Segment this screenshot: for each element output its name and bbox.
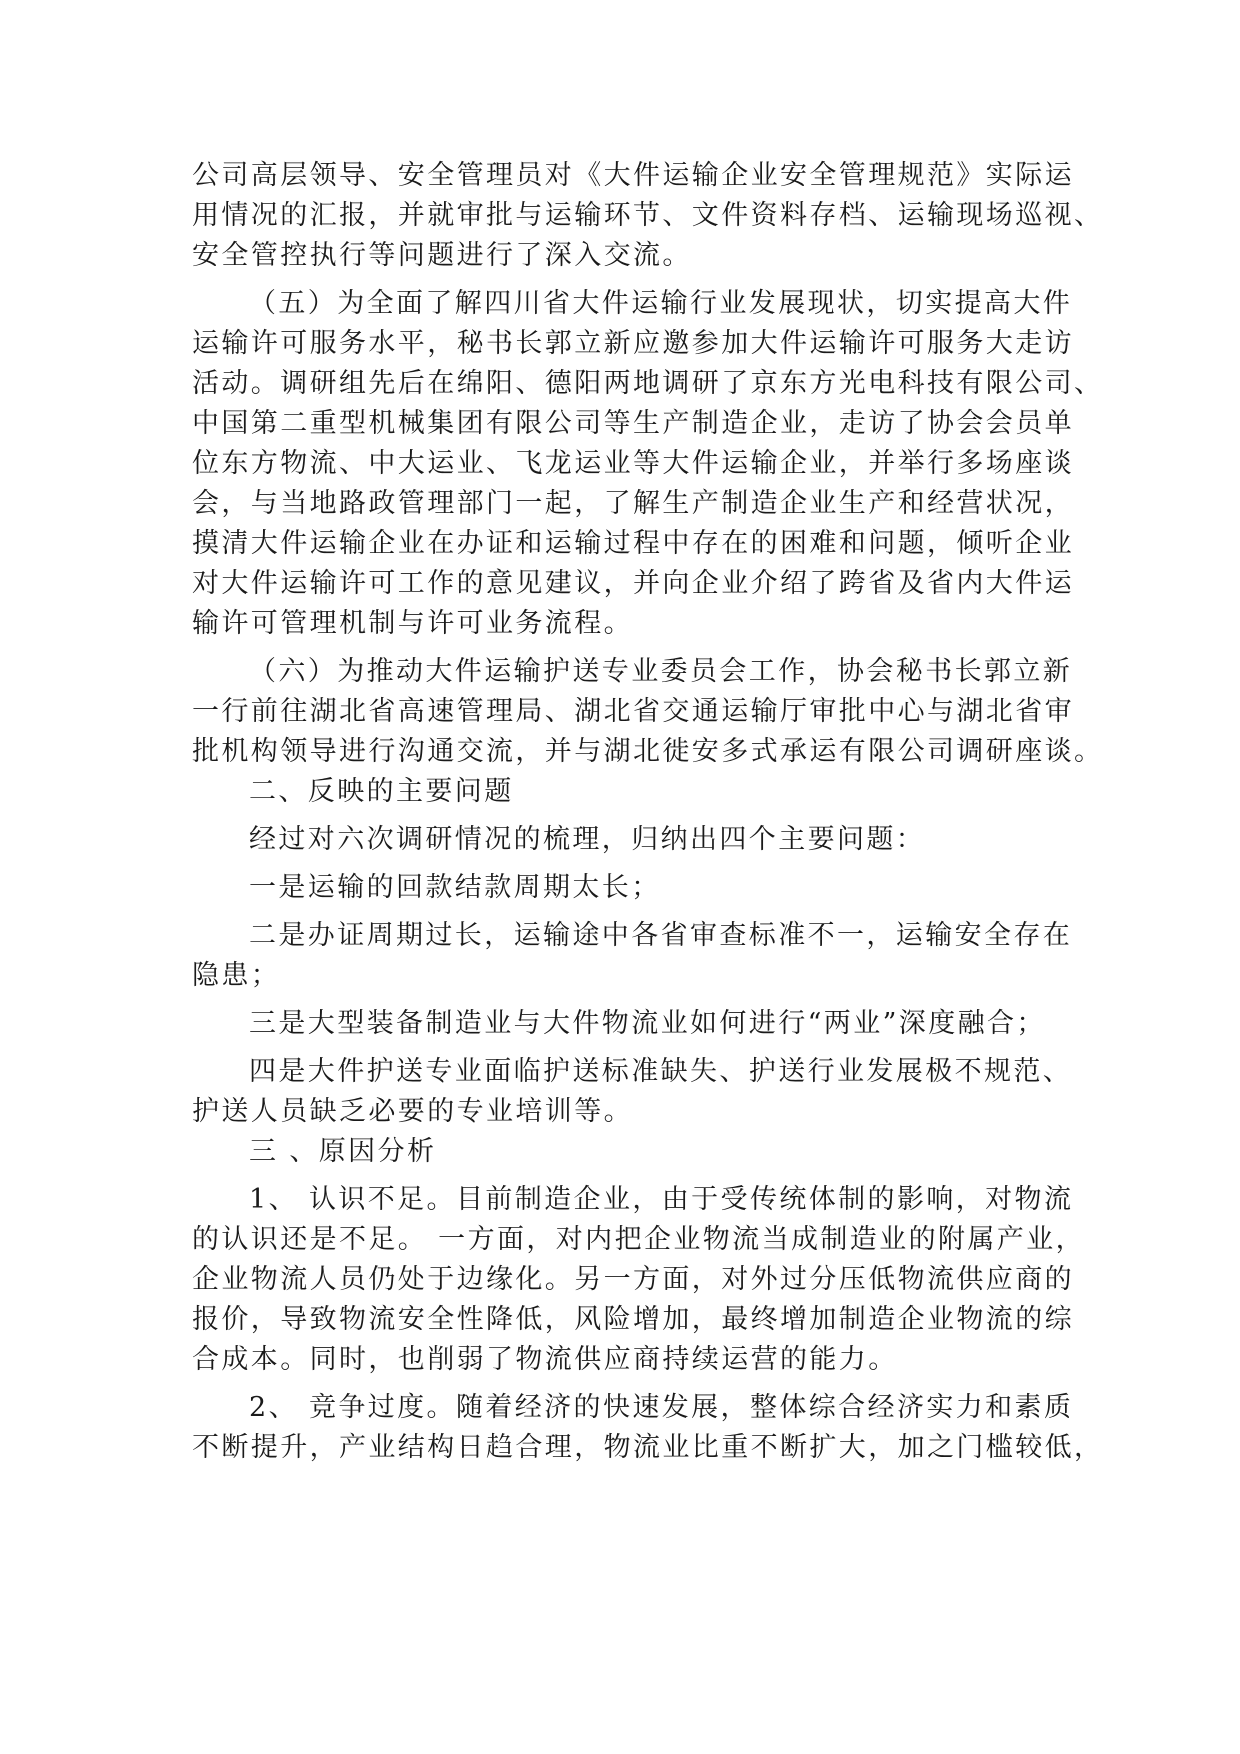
text-line: 经过对六次调研情况的梳理，归纳出四个主要问题： [249,824,926,855]
text-line: 会，与当地路政管理部门一起，了解生产制造企业生产和经营状况， [192,488,1074,519]
cause-item-2 [192,1388,1104,1468]
document-body [192,156,1104,1468]
problem-item-4 [192,1052,1073,1132]
problem-item-3 [192,1004,1052,1044]
text-line: 安全管控执行等问题进行了深入交流。 [192,240,692,271]
section-heading-main-problems [192,772,1052,812]
problem-item-2 [192,916,1073,996]
cause-item-1 [192,1180,1085,1380]
text-line: 三是大型装备制造业与大件物流业如何进行“两业”深度融合； [249,1008,1046,1039]
text-line: 一行前往湖北省高速管理局、湖北省交通运输厅审批中心与湖北省审 [192,696,1074,727]
text-line: 报价，导致物流安全性降低，风险增加，最终增加制造企业物流的综 [192,1304,1074,1335]
text-line: 运输许可服务水平，秘书长郭立新应邀参加大件运输许可服务大走访 [192,328,1074,359]
text-line: 位东方物流、中大运业、飞龙运业等大件运输企业，并举行多场座谈 [192,448,1074,479]
text-line: 不断提升，产业结构日趋合理，物流业比重不断扩大，加之门槛较低， [192,1432,1104,1463]
text-line: 中国第二重型机械集团有限公司等生产制造企业，走访了协会会员单 [192,408,1074,439]
text-line: 隐患； [192,960,281,991]
text-line: 四是大件护送专业面临护送标准缺失、护送行业发展极不规范、 [249,1056,1073,1087]
section-heading: 三 、原因分析 [249,1136,437,1167]
text-line: 输许可管理机制与许可业务流程。 [192,608,633,639]
text-line: 对大件运输许可工作的意见建议，并向企业介绍了跨省及省内大件运 [192,568,1074,599]
text-line: 用情况的汇报，并就审批与运输环节、文件资料存档、运输现场巡视、 [192,200,1104,231]
text-line: 二是办证周期过长，运输途中各省审查标准不一，运输安全存在 [249,920,1073,951]
section-heading: 二、反映的主要问题 [249,776,514,807]
text-line: 2、 竞争过度。随着经济的快速发展，整体综合经济实力和素质 [249,1392,1074,1423]
text-line: 摸清大件运输企业在办证和运输过程中存在的困难和问题，倾听企业 [192,528,1074,559]
problem-item-1 [192,868,1052,908]
paragraph-item-6 [192,652,1104,772]
text-line: 公司高层领导、安全管理员对《大件运输企业安全管理规范》实际运 [192,160,1074,191]
paragraph-continued-report [192,156,1104,276]
text-line: 批机构领导进行沟通交流，并与湖北徙安多式承运有限公司调研座谈。 [192,736,1104,767]
paragraph-item-5 [192,284,1104,644]
text-line: 一是运输的回款结款周期太长； [249,872,661,903]
text-line: 1、 认识不足。目前制造企业，由于受传统体制的影响，对物流 [249,1184,1074,1215]
text-line: 的认识还是不足。 一方面，对内把企业物流当成制造业的附属产业， [192,1224,1085,1255]
section-heading-cause-analysis [192,1132,1052,1172]
text-line: 合成本。同时，也削弱了物流供应商持续运营的能力。 [192,1344,898,1375]
paragraph-problems-intro [192,820,1052,860]
text-line: （六）为推动大件运输护送专业委员会工作，协会秘书长郭立新 [249,656,1073,687]
text-line: 活动。调研组先后在绵阳、德阳两地调研了京东方光电科技有限公司、 [192,368,1104,399]
text-line: （五）为全面了解四川省大件运输行业发展现状，切实提高大件 [249,288,1073,319]
text-line: 护送人员缺乏必要的专业培训等。 [192,1096,633,1127]
text-line: 企业物流人员仍处于边缘化。另一方面，对外过分压低物流供应商的 [192,1264,1074,1295]
